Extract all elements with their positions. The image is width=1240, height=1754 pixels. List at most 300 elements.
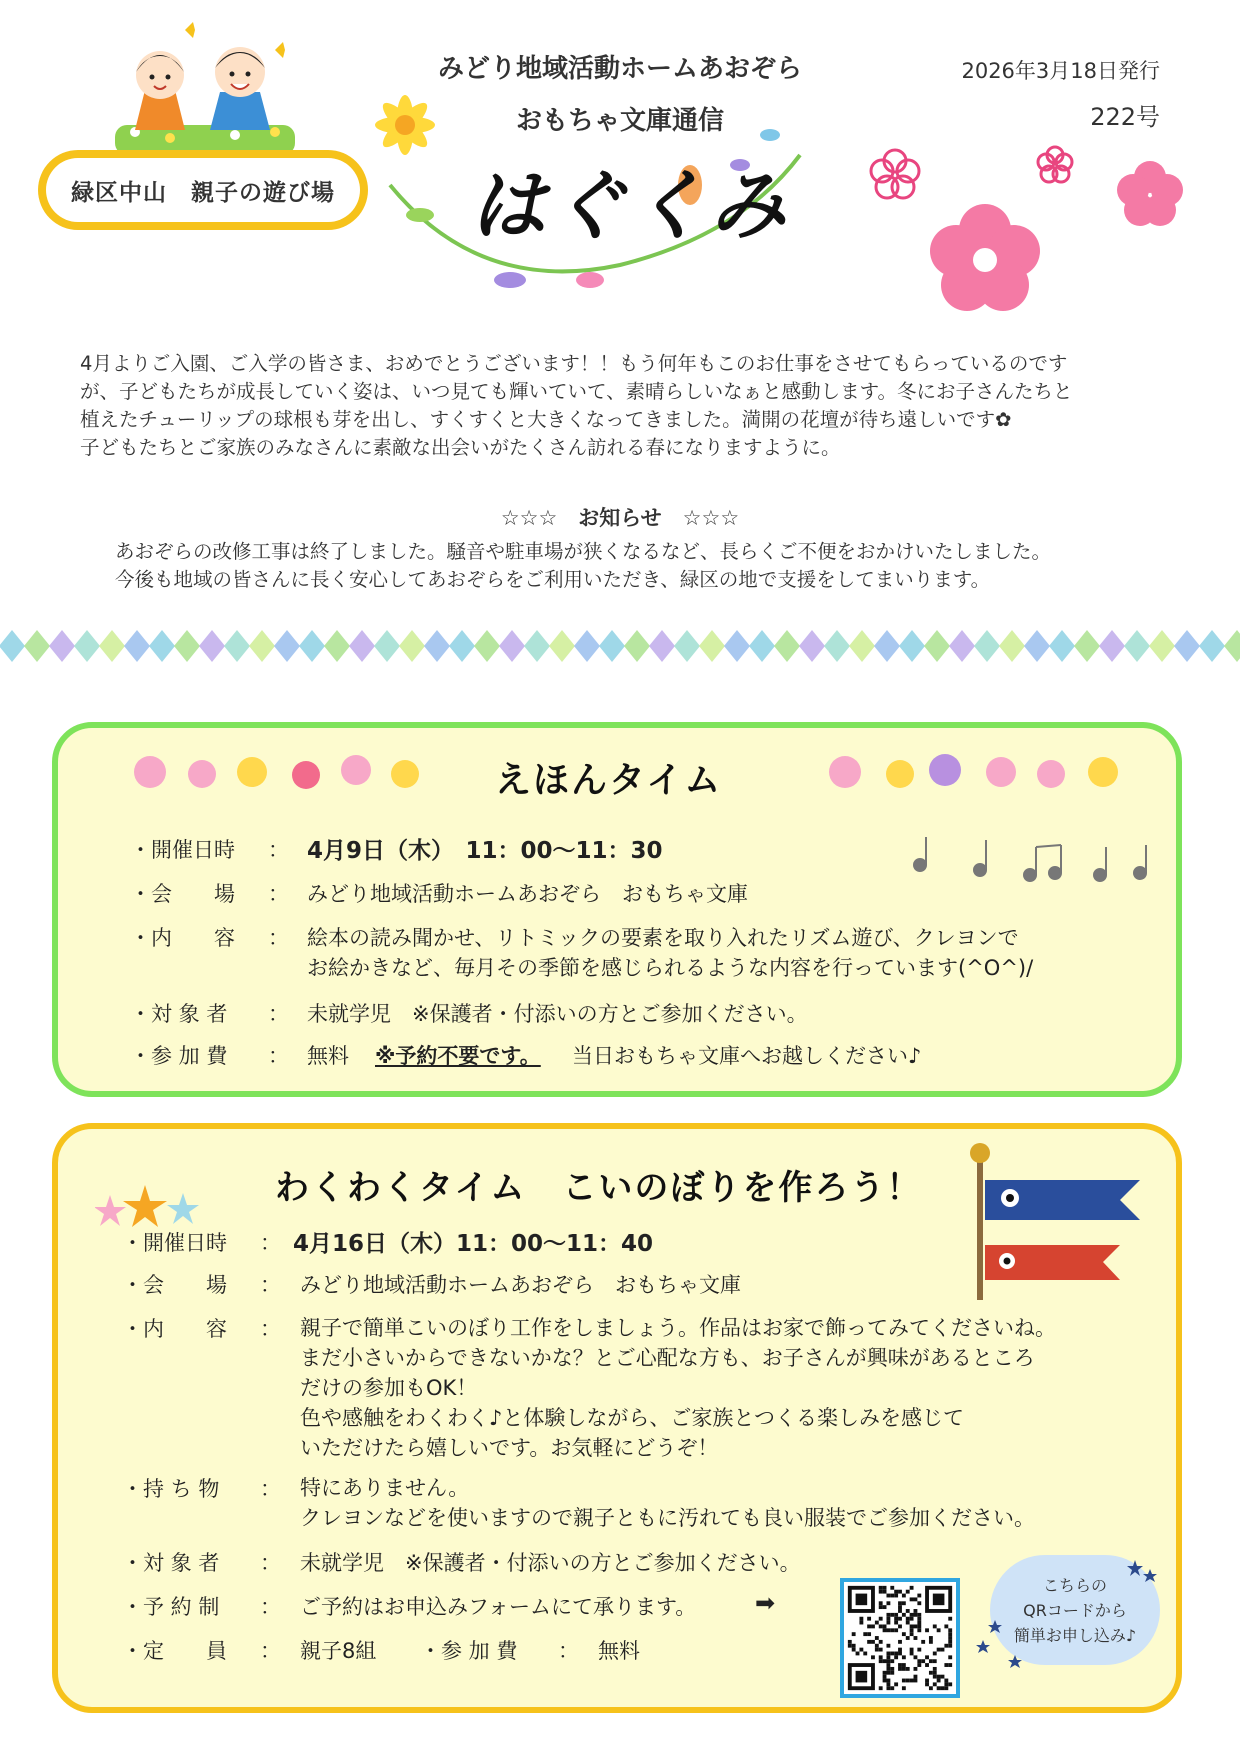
qr-module — [898, 1663, 902, 1667]
qr-module — [944, 1686, 948, 1690]
event1-date-value: 4月9日（木） 11：00～11：30 — [307, 838, 663, 864]
qr-module — [917, 1628, 921, 1632]
qr-module — [898, 1667, 902, 1671]
qr-module — [933, 1682, 937, 1686]
qr-module — [886, 1613, 890, 1617]
qr-module — [883, 1679, 887, 1683]
event2-items-label: ・持 ち 物 — [122, 1477, 220, 1501]
arrow-right-icon: ➡ — [755, 1589, 776, 1617]
qr-module — [948, 1636, 952, 1640]
qr-module — [925, 1679, 929, 1683]
event2-capacity-value: 親子8組 — [300, 1639, 377, 1663]
event1-colon: ： — [268, 1044, 289, 1068]
qr-module — [886, 1621, 890, 1625]
qr-module — [933, 1675, 937, 1679]
diamond-shape — [824, 630, 850, 662]
diamond-shape — [699, 630, 725, 662]
qr-module — [894, 1652, 898, 1656]
qr-module — [917, 1613, 921, 1617]
qr-module — [937, 1675, 941, 1679]
diamond-shape — [299, 630, 325, 662]
event1-venue-label: ・会 場 — [130, 882, 235, 906]
qr-module — [937, 1648, 941, 1652]
event1-content-line: 絵本の読み聞かせ、リトミックの要素を取り入れたリズム遊び、クレヨンで — [307, 926, 1019, 950]
event1-fee-label: ・参 加 費 — [130, 1044, 228, 1068]
event2-content-line: 色や感触をわくわく♪と体験しながら、ご家族とつくる楽しみを感じて — [300, 1406, 964, 1430]
event2-colon: ： — [260, 1551, 281, 1575]
qr-module — [917, 1659, 921, 1663]
qr-module — [910, 1632, 914, 1636]
children-illustration — [115, 20, 295, 155]
qr-module — [910, 1648, 914, 1652]
diamond-shape — [724, 630, 750, 662]
diamond-shape — [1024, 630, 1050, 662]
qr-module — [914, 1675, 918, 1679]
qr-module — [948, 1632, 952, 1636]
location-badge-text: 緑区中山 親子の遊び場 — [46, 158, 360, 222]
qr-module — [856, 1652, 860, 1656]
qr-module — [929, 1659, 933, 1663]
diamond-shape — [24, 630, 50, 662]
qr-module — [941, 1686, 945, 1690]
diamond-shape — [49, 630, 75, 662]
qr-module — [879, 1659, 883, 1663]
qr-module — [859, 1621, 863, 1625]
qr-module — [929, 1636, 933, 1640]
qr-module — [944, 1663, 948, 1667]
qr-module — [863, 1632, 867, 1636]
qr-module — [894, 1655, 898, 1659]
event2-items-line: クレヨンなどを使いますので親子ともに汚れても良い服装でご参加ください。 — [300, 1506, 1035, 1530]
diamond-shape — [799, 630, 825, 662]
qr-module — [929, 1671, 933, 1675]
event1-target-value: 未就学児 ※保護者・付添いの方とご参加ください。 — [307, 1002, 808, 1026]
qr-module — [883, 1605, 887, 1609]
qr-module — [914, 1597, 918, 1601]
qr-module — [910, 1624, 914, 1628]
qr-module — [879, 1686, 883, 1690]
stars-icon — [95, 1185, 205, 1230]
notice-body — [115, 538, 1155, 594]
diamond-shape — [374, 630, 400, 662]
intro-text — [80, 350, 1170, 462]
qr-module — [902, 1655, 906, 1659]
event1-no-reservation-note: ※予約不要です。 — [375, 1044, 541, 1068]
notice-line: 今後も地域の皆さんに長く安心してあおぞらをご利用いただき、緑区の地で支援をしてまいります。 — [115, 568, 991, 591]
qr-module — [898, 1601, 902, 1605]
publish-date: 2026年3月18日発行 — [961, 59, 1160, 83]
diamond-shape — [274, 630, 300, 662]
event2-capacity-label: ・定 員 — [122, 1639, 227, 1663]
music-notes-icon — [900, 825, 1170, 895]
application-form-qr-code[interactable] — [840, 1578, 960, 1698]
qr-module — [906, 1590, 910, 1594]
qr-module — [898, 1648, 902, 1652]
qr-module — [890, 1667, 894, 1671]
qr-module — [875, 1648, 879, 1652]
qr-module — [886, 1671, 890, 1675]
qr-module — [867, 1617, 871, 1621]
qr-module — [917, 1594, 921, 1598]
event2-target-value: 未就学児 ※保護者・付添いの方とご参加ください。 — [300, 1551, 801, 1575]
event1-content-line: お絵かきなど、毎月その季節を感じられるような内容を行っています(^O^)/ — [307, 956, 1034, 980]
diamond-shape — [1224, 630, 1240, 662]
diamond-shape — [599, 630, 625, 662]
diamond-shape — [224, 630, 250, 662]
qr-module — [875, 1636, 879, 1640]
event2-colon: ： — [260, 1595, 281, 1619]
event2-date-value: 4月16日（木）11：00～11：40 — [293, 1231, 654, 1257]
qr-module — [898, 1609, 902, 1613]
sparkle-stars-icon — [975, 1555, 1175, 1675]
diamond-shape — [124, 630, 150, 662]
intro-line: 4月よりご入園、ご入学の皆さま、おめでとうございます！！もう何年もこのお仕事をさせてもらっているのです — [80, 352, 1068, 375]
event2-colon: ： — [260, 1639, 281, 1663]
qr-module — [848, 1640, 852, 1644]
qr-module — [921, 1640, 925, 1644]
event2-content — [300, 1313, 1056, 1463]
qr-module — [894, 1682, 898, 1686]
event1-fee-note2: 当日おもちゃ文庫へお越しください♪ — [572, 1044, 922, 1068]
qr-module — [944, 1679, 948, 1683]
diamond-shape — [924, 630, 950, 662]
qr-module — [859, 1648, 863, 1652]
qr-module — [948, 1655, 952, 1659]
qr-module — [906, 1679, 910, 1683]
diamond-shape — [624, 630, 650, 662]
qr-module — [890, 1586, 894, 1590]
qr-module — [914, 1613, 918, 1617]
event2-items — [300, 1473, 1035, 1533]
qr-module — [898, 1640, 902, 1644]
diamond-shape — [1049, 630, 1075, 662]
qr-module — [879, 1624, 883, 1628]
koinobori-carp-streamer-icon — [965, 1135, 1155, 1300]
qr-module — [906, 1667, 910, 1671]
qr-module — [886, 1686, 890, 1690]
diamond-shape — [149, 630, 175, 662]
event2-fee-value: 無料 — [598, 1639, 640, 1663]
qr-module — [910, 1597, 914, 1601]
qr-module — [886, 1644, 890, 1648]
qr-module — [875, 1621, 879, 1625]
qr-module — [867, 1632, 871, 1636]
qr-module — [933, 1667, 937, 1671]
event1-title: えほんタイム — [495, 760, 723, 801]
qr-module — [948, 1663, 952, 1667]
organization-name: みどり地域活動ホームあおぞら — [437, 54, 802, 84]
diamond-shape — [174, 630, 200, 662]
qr-module — [886, 1667, 890, 1671]
diamond-shape — [1099, 630, 1125, 662]
qr-module — [886, 1594, 890, 1598]
diamond-shape — [774, 630, 800, 662]
event2-content-line: まだ小さいからできないかな？とご心配な方も、お子さんが興味があるところ — [300, 1346, 1035, 1370]
qr-module — [906, 1636, 910, 1640]
diamond-shape — [399, 630, 425, 662]
qr-module — [886, 1659, 890, 1663]
qr-module — [917, 1617, 921, 1621]
flower-row-right-decoration — [825, 750, 1125, 800]
qr-module — [871, 1640, 875, 1644]
event2-target-label: ・対 象 者 — [122, 1551, 220, 1575]
qr-module — [867, 1624, 871, 1628]
event1-fee-value: 無料 — [307, 1044, 349, 1068]
qr-module — [902, 1667, 906, 1671]
qr-module — [879, 1590, 883, 1594]
qr-module — [894, 1613, 898, 1617]
qr-module — [941, 1675, 945, 1679]
qr-module — [917, 1624, 921, 1628]
qr-module — [902, 1632, 906, 1636]
notice-title: ☆☆☆ お知らせ ☆☆☆ — [500, 506, 740, 530]
qr-module — [902, 1679, 906, 1683]
qr-module — [948, 1617, 952, 1621]
qr-module — [917, 1648, 921, 1652]
diamond-shape — [324, 630, 350, 662]
qr-module — [898, 1624, 902, 1628]
event2-colon: ： — [260, 1317, 281, 1341]
qr-module — [894, 1621, 898, 1625]
diamond-shape — [674, 630, 700, 662]
qr-module — [906, 1609, 910, 1613]
notice-line: あおぞらの改修工事は終了しました。騒音や駐車場が狭くなるなど、長らくご不便をおかけいたしました。 — [115, 540, 1052, 563]
event2-colon: ： — [260, 1231, 281, 1255]
qr-module — [925, 1628, 929, 1632]
event2-date-label: ・開催日時 — [122, 1231, 227, 1255]
intro-line: 子どもたちとご家族のみなさんに素敵な出会いがたくさん訪れる春になりますように。 — [80, 436, 841, 459]
diamond-shape — [0, 630, 25, 662]
qr-module — [894, 1617, 898, 1621]
event1-content-label: ・内 容 — [130, 926, 235, 950]
qr-module — [886, 1682, 890, 1686]
qr-module — [890, 1671, 894, 1675]
qr-module — [902, 1686, 906, 1690]
qr-module — [871, 1624, 875, 1628]
event2-fee-label: ・参 加 費 — [420, 1639, 518, 1663]
diamond-shape — [424, 630, 450, 662]
event1-colon: ： — [268, 1002, 289, 1026]
qr-module — [886, 1679, 890, 1683]
event2-title: わくわくタイム こいのぼりを作ろう！ — [275, 1168, 923, 1208]
qr-module — [883, 1671, 887, 1675]
qr-module — [883, 1624, 887, 1628]
qr-module — [937, 1628, 941, 1632]
event2-colon: ： — [260, 1477, 281, 1501]
qr-module — [867, 1640, 871, 1644]
qr-module — [917, 1663, 921, 1667]
flower-row-left-decoration — [130, 750, 430, 800]
qr-module — [948, 1640, 952, 1644]
event2-venue-label: ・会 場 — [122, 1273, 227, 1297]
event2-items-line: 特にありません。 — [300, 1476, 470, 1500]
qr-module — [929, 1640, 933, 1644]
qr-module — [883, 1590, 887, 1594]
qr-module — [879, 1648, 883, 1652]
qr-module — [883, 1628, 887, 1632]
diamond-shape — [99, 630, 125, 662]
qr-module — [944, 1644, 948, 1648]
event2-colon: ： — [558, 1639, 579, 1663]
qr-module — [902, 1613, 906, 1617]
qr-module — [933, 1594, 945, 1606]
event2-content-line: 親子で簡単こいのぼり工作をしましょう。作品はお家で飾ってみてくださいね。 — [300, 1316, 1056, 1340]
diamond-shape — [649, 630, 675, 662]
qr-module — [917, 1621, 921, 1625]
qr-module — [890, 1686, 894, 1690]
diamond-shape — [499, 630, 525, 662]
qr-module — [914, 1636, 918, 1640]
intro-line: 植えたチューリップの球根も芽を出し、すくすくと大きくなってきました。満開の花壇が待ち遠しいです✿ — [80, 408, 1012, 431]
qr-module — [898, 1617, 902, 1621]
qr-module — [894, 1590, 898, 1594]
qr-module — [944, 1682, 948, 1686]
qr-module — [925, 1663, 929, 1667]
event2-reserve-value: ご予約はお申込みフォームにて承ります。 — [300, 1595, 697, 1619]
qr-module — [886, 1655, 890, 1659]
diamond-shape — [524, 630, 550, 662]
qr-module — [894, 1628, 898, 1632]
qr-module — [879, 1586, 883, 1590]
diamond-shape — [349, 630, 375, 662]
qr-module — [914, 1655, 918, 1659]
qr-module — [944, 1624, 948, 1628]
qr-instruction-line: QRコードから — [1023, 1600, 1127, 1620]
diamond-shape — [749, 630, 775, 662]
qr-module — [910, 1679, 914, 1683]
qr-module — [894, 1594, 898, 1598]
diamond-shape — [874, 630, 900, 662]
qr-module — [879, 1601, 883, 1605]
qr-instruction-line: 簡単お申し込み♪ — [1013, 1625, 1137, 1645]
event1-colon: ： — [268, 926, 289, 950]
qr-module — [890, 1628, 894, 1632]
qr-module — [863, 1652, 867, 1656]
qr-module — [914, 1624, 918, 1628]
qr-module — [902, 1594, 906, 1598]
qr-module — [879, 1605, 883, 1609]
diamond-shape — [549, 630, 575, 662]
diamond-shape — [1124, 630, 1150, 662]
qr-module — [898, 1590, 902, 1594]
diamond-shape — [849, 630, 875, 662]
qr-module — [948, 1628, 952, 1632]
event2-content-line: だけの参加もOK！ — [300, 1376, 478, 1400]
event1-colon: ： — [268, 882, 289, 906]
qr-module — [937, 1679, 941, 1683]
event1-venue-value: みどり地域活動ホームあおぞら おもちゃ文庫 — [307, 882, 748, 906]
qr-module — [886, 1628, 890, 1632]
qr-module — [883, 1586, 887, 1590]
qr-module — [879, 1617, 883, 1621]
qr-module — [883, 1659, 887, 1663]
qr-module — [890, 1659, 894, 1663]
qr-module — [910, 1613, 914, 1617]
qr-module — [890, 1613, 894, 1617]
qr-module — [898, 1652, 902, 1656]
qr-module — [948, 1682, 952, 1686]
qr-module — [875, 1644, 879, 1648]
qr-module — [852, 1632, 856, 1636]
event2-venue-value: みどり地域活動ホームあおぞら おもちゃ文庫 — [300, 1273, 741, 1297]
qr-module — [898, 1605, 902, 1609]
qr-module — [937, 1686, 941, 1690]
qr-module — [914, 1679, 918, 1683]
qr-module — [848, 1644, 852, 1648]
qr-module — [883, 1675, 887, 1679]
qr-module — [886, 1652, 890, 1656]
qr-module — [910, 1628, 914, 1632]
qr-module — [933, 1652, 937, 1656]
qr-module — [906, 1621, 910, 1625]
diamond-shape — [949, 630, 975, 662]
qr-module — [933, 1624, 937, 1628]
diamond-shape — [899, 630, 925, 662]
diamond-shape — [1174, 630, 1200, 662]
qr-module — [852, 1644, 856, 1648]
qr-module — [871, 1655, 875, 1659]
qr-module — [929, 1686, 933, 1690]
diamond-shape — [574, 630, 600, 662]
qr-module — [886, 1601, 890, 1605]
qr-module — [948, 1644, 952, 1648]
event2-content-line: いただけたら嬉しいです。お気軽にどうぞ！ — [300, 1436, 719, 1460]
diamond-shape — [1074, 630, 1100, 662]
diamond-shape — [1149, 630, 1175, 662]
qr-module — [886, 1617, 890, 1621]
event1-colon: ： — [268, 838, 289, 862]
qr-module — [925, 1682, 929, 1686]
diamond-shape — [449, 630, 475, 662]
plum-blossom-decoration — [860, 135, 1200, 335]
diamond-shape — [974, 630, 1000, 662]
qr-module — [914, 1667, 918, 1671]
qr-module — [925, 1655, 929, 1659]
qr-module — [917, 1601, 921, 1605]
qr-module — [902, 1663, 906, 1667]
qr-module — [856, 1671, 868, 1683]
diamond-shape — [1199, 630, 1225, 662]
qr-module — [879, 1655, 883, 1659]
qr-module — [890, 1594, 894, 1598]
qr-module — [890, 1652, 894, 1656]
qr-instruction-line: こちらの — [1042, 1575, 1107, 1595]
qr-module — [910, 1617, 914, 1621]
event2-colon: ： — [260, 1273, 281, 1297]
diamond-shape — [249, 630, 275, 662]
event1-target-label: ・対 象 者 — [130, 1002, 228, 1026]
qr-module — [921, 1659, 925, 1663]
event1-date-label: ・開催日時 — [130, 838, 235, 862]
diamond-shape — [199, 630, 225, 662]
qr-module — [886, 1663, 890, 1667]
event2-reserve-label: ・予 約 制 — [122, 1595, 220, 1619]
newsletter-name: おもちゃ文庫通信 — [515, 106, 724, 136]
qr-module — [910, 1586, 914, 1590]
qr-module — [933, 1659, 937, 1663]
diamond-shape — [999, 630, 1025, 662]
qr-module — [856, 1594, 868, 1606]
event2-content-label: ・内 容 — [122, 1317, 227, 1341]
qr-module — [906, 1617, 910, 1621]
qr-module — [879, 1640, 883, 1644]
location-badge — [38, 150, 368, 230]
issue-number: 222号 — [1090, 103, 1160, 131]
qr-module — [914, 1609, 918, 1613]
newsletter-logo: はぐくみ — [470, 161, 790, 250]
diamond-border-divider — [0, 628, 1240, 664]
qr-module — [933, 1671, 937, 1675]
